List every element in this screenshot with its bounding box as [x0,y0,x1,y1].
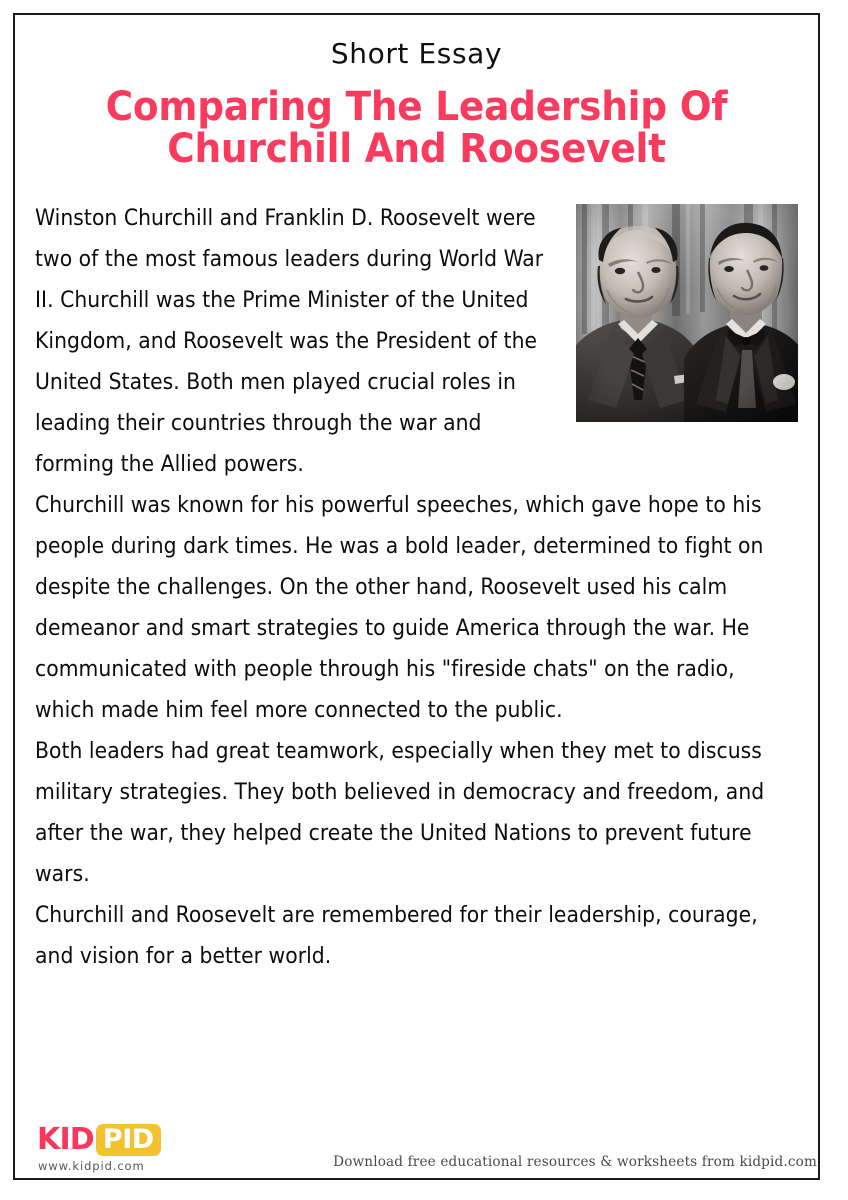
photo-image [576,204,798,422]
page-title-line-1: Comparing The Leadership Of [105,83,728,130]
essay-body [35,198,798,977]
kidpid-url[interactable]: www.kidpid.com [38,1159,145,1173]
page-title-line-2: Churchill And Roosevelt [167,126,666,173]
page-footer [13,1101,835,1187]
essay-paragraph-2: Churchill was known for his powerful speeches, which gave hope to his people during dark times. He was a bold leader, determined to fight on despite the challenges. On the other hand, Roosevelt used his calm demeanor and smart strategies to guide America through the war. He communicated with people through his "fireside chats" on the radio, which made him feel more connected to the public. [35,491,764,723]
essay-paragraph-3: Both leaders had great teamwork, especially when they met to discuss military strategies. They both believed in democracy and freedom, and after the war, they helped create the United Nations to prevent future wars. [35,737,765,887]
logo-pid-badge [96,1124,161,1156]
kidpid-logo[interactable] [37,1123,207,1173]
footer-attribution: Download free educational resources & worksheets from kidpid.com [333,1154,817,1170]
churchill-roosevelt-photo [576,204,798,422]
logo-kid-text: KID [37,1121,94,1157]
essay-paragraph-4: Churchill and Roosevelt are remembered for their leadership, courage, and vision for a better world. [35,901,758,969]
essay-kicker: Short Essay [330,37,503,70]
page-title [20,83,814,173]
page-content [13,13,820,1180]
kidpid-wordmark [37,1123,207,1156]
essay-paragraph-1: Winston Churchill and Franklin D. Roosevelt were two of the most famous leaders during World War II. Churchill was the Prime Minister of the United Kingdom, and Roosevelt was the President of the United States. Both men played crucial roles in leading their countries through the war and forming the Allied powers. [35,204,544,477]
logo-pid-text: PID [102,1123,154,1155]
